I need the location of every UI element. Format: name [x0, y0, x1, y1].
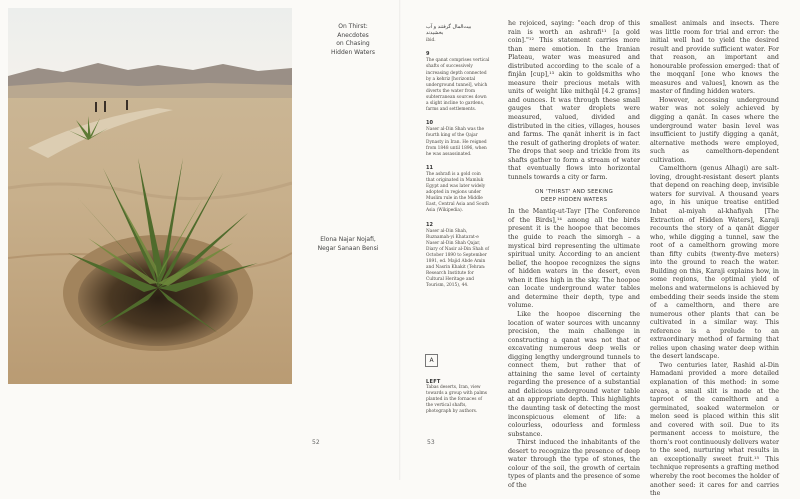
page-number-right: 53	[427, 439, 435, 446]
body-paragraph: Two centuries later, Rashid al-Din Hamadani provided a more detailed explanation of this method: in some areas, a small slit is made at the taproot of the camelthorn and a germinated, soaked watermelon or melon seed is placed within this slit and covered with soil. Due to its permanent access to moisture, the thorn's root continuously delivers water to the seed, nurturing what results in an exceptionally sweet fruit.¹⁵ This technique represents a grafting method whereby the root becomes the holder of another seed: it cares for and carries the	[650, 361, 779, 498]
footnote-text: Naser al-Din Shah, Ruznamah-yi Khatarat-e Naser al-Din Shah Qajar, Diary of Nasir al-Din Shah of October 1890 to September 1891, ed. Majid Abde Amin and Nasrin Khakit (Tehran: Research Institute for Cultural Heritage and Tourism, 2015), 44.	[426, 228, 490, 289]
footnote	[426, 222, 490, 290]
body-paragraph: However, accessing underground water was not solely achieved by digging a qanât. In cases where the underground water basin level was insufficient to justify digging a qanât, alternative methods were employed, such as camelthorn-dependent cultivation.	[650, 96, 779, 164]
figure-caption-label: LEFT	[426, 379, 441, 385]
body-column-1	[508, 20, 640, 490]
author-credit	[300, 236, 396, 253]
body-paragraph: smallest animals and insects. There was little room for trial and error: the initial well had to yield the desired result and provide sufficient water. For that reason, an important and honourable profession emerged: that of the moqqanî [one who knows the measures and values], known as the master of finding hidden waters.	[650, 20, 779, 96]
footnote-text: ibid.	[426, 38, 436, 44]
body-paragraph: Thirst induced the inhabitants of the desert to recognize the presence of deep water through the type of stones, the colour of the soil, the growth of certain types of plants and the presence of some of the	[508, 439, 640, 489]
body-paragraph: In the Mantiq-ut-Tayr [The Conference of the Birds],¹⁴ among all the birds present it is the hoopoe that becomes the guide to reach the simorgh – a mystical bird representing the ultimate spiritual unity. According to an ancient belief, the hoopoe recognizes the signs of hidden waters in the desert, even when it flies high in the sky. The hoopoe can locate underground water tables and determine their depth, type and volume.	[508, 208, 640, 310]
persian-quote: بیت‌المال گرفتند و آب بخشیدند	[426, 24, 472, 37]
author-credit-line: Elona Najar Nojafi,	[320, 236, 376, 243]
figure-tag: A	[425, 354, 438, 367]
running-head-line: Anecdotes	[337, 31, 369, 39]
section-heading-line: ON 'THIRST' AND SEEKING	[534, 189, 614, 196]
desert-qanat-photograph	[8, 8, 292, 384]
body-paragraph: Camelthorn (genus Alhagi) are salt-loving, drought-resistant desert plants that depend on reaching deep, invisible waters for survival. A thousand years ago, in his unique treatise entitled Inbat al-miyah al-khafiyah [The Extraction of Hidden Waters], Karaji recounts the story of a qanât digger who, while digging a tunnel, saw the root of a camelthorn growing more than fifty cubits (twenty-five meters) into the ground to reach the water. Building on this, Karaji explains how, in some regions, the optimal yield of melons and watermelons is achieved by embedding their seeds inside the stem of a camelthorn, and there are numerous other plants that can be cultivated in a similar way. This reference is a prelude to an extraordinary method of farming that relies upon chasing water deep within the desert landscape.	[650, 165, 779, 361]
running-head-line: On Thirst:	[338, 23, 368, 30]
section-heading-line: DEEP HIDDEN WATERS	[540, 196, 608, 203]
footnote-number: 10	[426, 120, 433, 127]
footnote-text: The qanat comprises vertical shafts of successively increasing depth connected by a kehriz [horizontal underground tunnel], which diverts the water from subterranean sources down a slight incline to gardens, farms and settlements.	[426, 58, 490, 113]
footnotes-column	[426, 24, 490, 297]
footnote	[426, 165, 490, 215]
body-paragraph: Like the hoopoe discerning the location of water sources with uncanny precision, the main challenge in constructing a qanat was not that of excavating numerous deep wells or digging lengthy underground tunnels to connect them, but rather that of attaining the same level of certainty regarding the presence of a substantial and delicious underground water table at an appropriate depth. This highlights the daunting task of detecting the most inconspicuous element of life: a colourless, odourless and formless substance.	[508, 310, 640, 438]
running-head-line: on Chasing	[336, 40, 370, 47]
figure-caption-text: Tabas deserts, Iran, view towards a group with palms planted in the fornaces of the vertical shafts, photograph by authors.	[426, 385, 488, 415]
author-credit-line: Negar Sanaan Bensi	[317, 244, 379, 252]
running-head	[310, 23, 396, 57]
footnote-number: 11	[426, 164, 433, 171]
spread-gutter	[399, 0, 401, 480]
footnote-text: The ashrafi is a gold coin that originated in Mamluk Egypt and was later widely adopted in regions under Muslim rule in the Middle East, Central Asia and South Asia (Wikipedia).	[426, 171, 489, 214]
footnote	[426, 24, 490, 44]
body-column-2	[650, 20, 779, 499]
footnote-number: 12	[426, 221, 433, 228]
footnote-number: 9	[426, 51, 430, 58]
section-heading	[508, 189, 640, 204]
footnote	[426, 120, 490, 158]
footnote	[426, 51, 490, 113]
running-head-line: Hidden Waters	[330, 48, 376, 56]
footnote-text: Naser al-Din Shah was the fourth king of the Qajar Dynasty in Iran. He reigned from 1848 until 1896, when he was assassinated.	[426, 127, 487, 157]
page-number-left: 52	[312, 439, 320, 446]
body-paragraph: he rejoiced, saying: "each drop of this rain is worth an ashrafi¹¹ [a gold coin]."¹² This statement carries more than mere emotion. In the Iranian Plateau, water was measured and distributed according to the scale of a finjân [cup],¹³ akin to goldsmiths who measure their precious metals with units of weight like mithqâl [4.2 grams] and ounces. It was through these small gauges that water droplets were measured, valued, divided and distributed in the cities, villages, houses and farms. The qanât inherit is in fact the result of gathering droplets of water. The drops that seep and trickle from its shafts gather to form a stream of water that eventually flows into horizontal tunnels towards a city or farm.	[508, 20, 640, 181]
figure-caption	[426, 379, 488, 416]
